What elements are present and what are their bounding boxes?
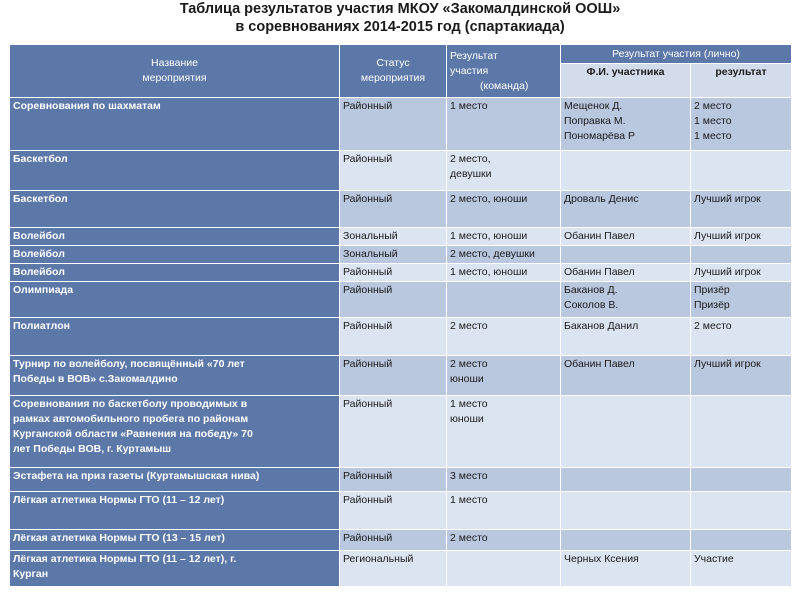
personal-result-cell (691, 492, 792, 530)
team-result-cell-line: 3 место (450, 470, 488, 482)
personal-result-cell (691, 228, 792, 246)
participant-cell-line: Мещенок Д. (564, 100, 623, 112)
event-name-cell-line: Волейбол (13, 230, 65, 242)
event-name-cell-line: Лёгкая атлетика Нормы ГТО (13 – 15 лет) (13, 532, 225, 544)
personal-result-cell (691, 551, 792, 587)
title-line-1: Таблица результатов участия МКОУ «Закомалдинской ООШ» (179, 1, 621, 17)
event-name-cell-line: лет Победы ВОВ, г. Куртамыш (13, 443, 172, 455)
team-result-cell-line: 2 место (450, 532, 488, 544)
event-name-cell (10, 151, 340, 191)
page-title (0, 0, 800, 36)
team-result-cell-line: девушки (450, 168, 492, 180)
event-name-cell-line: Соревнования по баскетболу проводимых в (13, 398, 248, 410)
participant-cell (561, 468, 691, 492)
participant-cell (561, 151, 691, 191)
personal-result-cell (691, 282, 792, 318)
participant-cell-line: Пономарёва Р (564, 130, 635, 142)
header-participant: Ф.И. участника (561, 64, 691, 98)
personal-result-cell-line: 1 место (694, 115, 732, 127)
team-result-cell (447, 191, 561, 228)
status-cell: Районный (340, 356, 447, 396)
header-team-result: Результат участия (команда) (447, 45, 561, 98)
event-name-cell-line: Победы в ВОВ» с.Закомалдино (13, 373, 178, 385)
personal-result-cell (691, 246, 792, 264)
team-result-cell (447, 98, 561, 151)
table-row (10, 530, 792, 551)
table-body (10, 98, 792, 587)
participant-cell (561, 282, 691, 318)
status-cell: Районный (340, 318, 447, 356)
personal-result-cell-line: 2 место (694, 320, 732, 332)
table-row (10, 228, 792, 246)
participant-cell (561, 492, 691, 530)
results-table (9, 44, 792, 587)
table-row (10, 282, 792, 318)
participant-cell-line: Обанин Павел (564, 266, 635, 278)
participant-cell (561, 396, 691, 468)
team-result-cell-line: 2 место, юноши (450, 193, 528, 205)
personal-result-cell (691, 98, 792, 151)
table-row (10, 396, 792, 468)
event-name-cell-line: Соревнования по шахматам (13, 100, 161, 112)
team-result-cell-line: 1 место (450, 100, 488, 112)
personal-result-cell-line: Призёр (694, 299, 730, 311)
personal-result-cell (691, 191, 792, 228)
table-row (10, 492, 792, 530)
table-row (10, 98, 792, 151)
participant-cell (561, 551, 691, 587)
team-result-cell (447, 468, 561, 492)
team-result-cell-line: 2 место (450, 358, 488, 370)
team-result-cell (447, 282, 561, 318)
status-cell: Зональный (340, 246, 447, 264)
participant-cell (561, 356, 691, 396)
event-name-cell (10, 191, 340, 228)
personal-result-cell (691, 318, 792, 356)
event-name-cell-line: Курганской области «Равнения на победу» 70 (13, 428, 253, 440)
event-name-cell-line: Эстафета на приз газеты (Куртамышская нива) (13, 470, 260, 482)
personal-result-cell-line: 1 место (694, 130, 732, 142)
status-cell: Районный (340, 264, 447, 282)
event-name-cell (10, 264, 340, 282)
participant-cell-line: Баканов Данил (564, 320, 639, 332)
event-name-cell (10, 468, 340, 492)
participant-cell (561, 246, 691, 264)
personal-result-cell (691, 151, 792, 191)
status-cell: Районный (340, 282, 447, 318)
team-result-cell-line: 1 место (450, 398, 488, 410)
event-name-cell-line: Волейбол (13, 266, 65, 278)
personal-result-cell (691, 530, 792, 551)
table-row (10, 356, 792, 396)
event-name-cell (10, 228, 340, 246)
event-name-cell-line: рамках автомобильного пробега по районам (13, 413, 249, 425)
personal-result-cell-line: Лучший игрок (694, 230, 761, 242)
team-result-cell (447, 396, 561, 468)
personal-result-cell (691, 468, 792, 492)
table-row (10, 246, 792, 264)
team-result-cell-line: юноши (450, 413, 484, 425)
team-result-cell-line: 1 место, юноши (450, 230, 528, 242)
event-name-cell (10, 98, 340, 151)
event-name-cell-line: Олимпиада (13, 284, 74, 296)
status-cell: Районный (340, 468, 447, 492)
table-row (10, 551, 792, 587)
event-name-cell (10, 530, 340, 551)
participant-cell (561, 318, 691, 356)
personal-result-cell-line: Призёр (694, 284, 730, 296)
event-name-cell (10, 396, 340, 468)
header-status: Статус мероприятия (340, 45, 447, 98)
table-row (10, 318, 792, 356)
header-event: Название мероприятия (10, 45, 340, 98)
team-result-cell-line: 2 место (450, 320, 488, 332)
event-name-cell (10, 551, 340, 587)
event-name-cell-line: Турнир по волейболу, посвящённый «70 лет (13, 358, 245, 370)
status-cell: Районный (340, 530, 447, 551)
team-result-cell-line: 2 место, девушки (450, 248, 535, 260)
title-line-2: в соревнованиях 2014-2015 год (спартакиада) (235, 19, 565, 35)
participant-cell-line: Черных Ксения (564, 553, 639, 565)
event-name-cell (10, 356, 340, 396)
personal-result-cell (691, 264, 792, 282)
team-result-cell (447, 318, 561, 356)
personal-result-cell-line: Лучший игрок (694, 266, 761, 278)
participant-cell-line: Баканов Д. (564, 284, 618, 296)
participant-cell (561, 264, 691, 282)
team-result-cell (447, 264, 561, 282)
table-row (10, 191, 792, 228)
event-name-cell (10, 246, 340, 264)
team-result-cell (447, 228, 561, 246)
participant-cell-line: Обанин Павел (564, 358, 635, 370)
event-name-cell-line: Полиатлон (13, 320, 70, 332)
header-personal-result: Результат участия (лично) (561, 45, 792, 64)
personal-result-cell-line: Лучший игрок (694, 358, 761, 370)
team-result-cell-line: 2 место, (450, 153, 491, 165)
team-result-cell-line: 1 место, юноши (450, 266, 528, 278)
team-result-cell (447, 151, 561, 191)
event-name-cell-line: Волейбол (13, 248, 65, 260)
personal-result-cell-line: 2 место (694, 100, 732, 112)
participant-cell (561, 228, 691, 246)
status-cell: Районный (340, 98, 447, 151)
event-name-cell (10, 318, 340, 356)
status-cell: Районный (340, 396, 447, 468)
personal-result-cell (691, 356, 792, 396)
status-cell: Районный (340, 191, 447, 228)
status-cell: Районный (340, 151, 447, 191)
header-result: результат (691, 64, 792, 98)
team-result-cell (447, 246, 561, 264)
team-result-cell (447, 356, 561, 396)
participant-cell (561, 530, 691, 551)
status-cell: Районный (340, 492, 447, 530)
participant-cell-line: Соколов В. (564, 299, 619, 311)
table-row (10, 151, 792, 191)
participant-cell-line: Поправка М. (564, 115, 626, 127)
status-cell: Зональный (340, 228, 447, 246)
personal-result-cell-line: Лучший игрок (694, 193, 761, 205)
event-name-cell-line: Лёгкая атлетика Нормы ГТО (11 – 12 лет) (13, 494, 225, 506)
event-name-cell (10, 282, 340, 318)
team-result-cell (447, 551, 561, 587)
personal-result-cell (691, 396, 792, 468)
event-name-cell (10, 492, 340, 530)
team-result-cell (447, 492, 561, 530)
event-name-cell-line: Баскетбол (13, 153, 68, 165)
event-name-cell-line: Курган (13, 568, 49, 580)
status-cell: Региональный (340, 551, 447, 587)
participant-cell-line: Обанин Павел (564, 230, 635, 242)
event-name-cell-line: Баскетбол (13, 193, 68, 205)
personal-result-cell-line: Участие (694, 553, 734, 565)
team-result-cell-line: 1 место (450, 494, 488, 506)
table-row (10, 468, 792, 492)
table-row (10, 264, 792, 282)
participant-cell (561, 191, 691, 228)
team-result-cell-line: юноши (450, 373, 484, 385)
participant-cell (561, 98, 691, 151)
event-name-cell-line: Лёгкая атлетика Нормы ГТО (11 – 12 лет), г. (13, 553, 237, 565)
participant-cell-line: Дроваль Денис (564, 193, 639, 205)
team-result-cell (447, 530, 561, 551)
